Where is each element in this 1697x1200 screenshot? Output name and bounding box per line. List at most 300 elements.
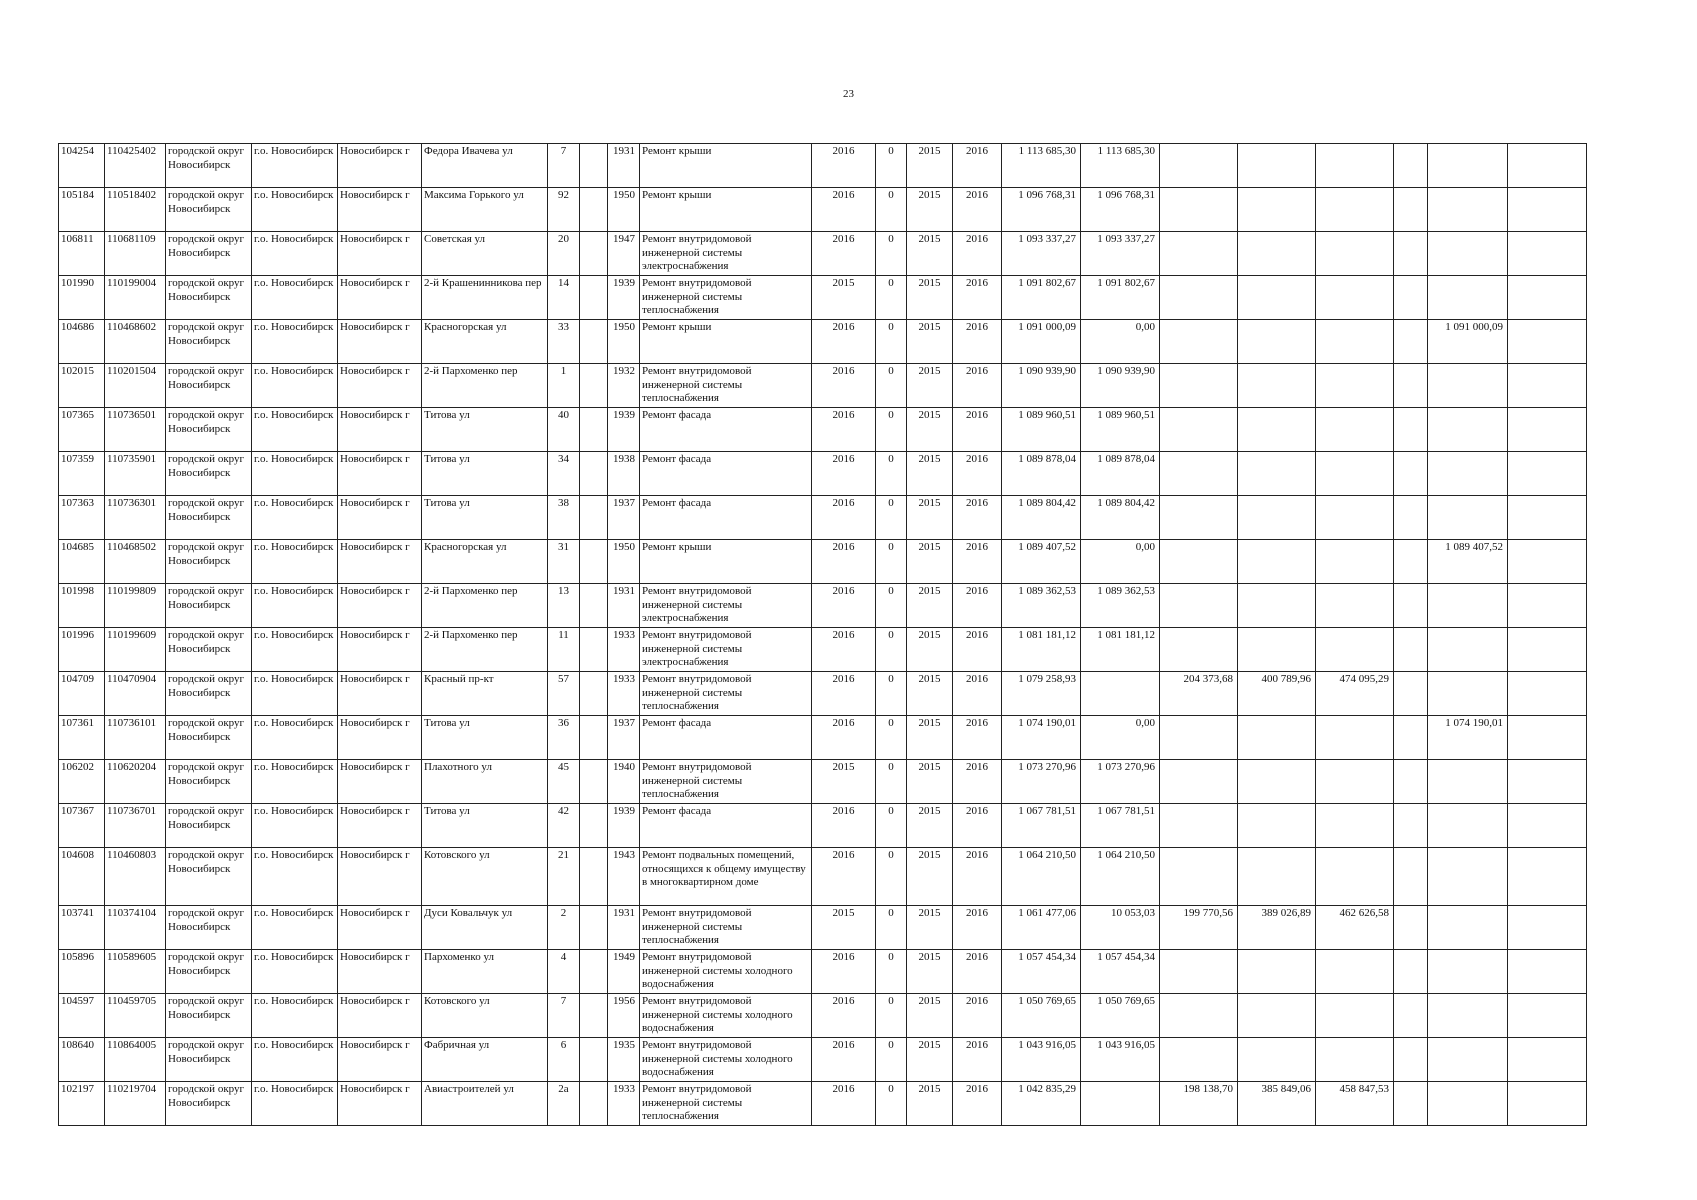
cell-house-number: 57 [548,672,580,716]
cell-year-built: 1939 [608,408,640,452]
cell-street: Красногорская ул [422,320,548,364]
cell-cost-owners [1428,144,1508,188]
cell-plan-year: 2016 [812,628,876,672]
cell-object-code: 110864005 [105,1038,166,1082]
cell-total-cost: 1 091 802,67 [1002,276,1081,320]
cell-house-number: 38 [548,496,580,540]
cell-street: Советская ул [422,232,548,276]
cell-extra [1394,320,1428,364]
cell-house-id: 101990 [59,276,105,320]
cell-extra [1394,1038,1428,1082]
cell-cost-federal [1160,188,1238,232]
cell-cost-local [1316,1038,1394,1082]
cell-cost-fund: 1 043 916,05 [1081,1038,1160,1082]
cell-cost-fund: 0,00 [1081,320,1160,364]
cell-cost-owners [1428,188,1508,232]
cell-year-built: 1933 [608,628,640,672]
cell-city: Новосибирск г [338,188,422,232]
cell-cost-fund: 1 057 454,34 [1081,950,1160,994]
cell-work-type: Ремонт внутридомовой инженерной системы холодного водоснабжения [640,994,812,1038]
cell-note [1508,1082,1587,1126]
cell-start-year: 2015 [907,320,953,364]
cell-cost-federal [1160,144,1238,188]
cell-start-year: 2015 [907,672,953,716]
cell-cost-fund: 1 050 769,65 [1081,994,1160,1038]
cell-cost-federal: 198 138,70 [1160,1082,1238,1126]
cell-cost-fund: 1 067 781,51 [1081,804,1160,848]
cell-total-cost: 1 074 190,01 [1002,716,1081,760]
cell-note [1508,950,1587,994]
cell-start-year: 2015 [907,496,953,540]
cell-year-built: 1931 [608,144,640,188]
cell-street: 2-й Пархоменко пер [422,584,548,628]
cell-cost-federal [1160,408,1238,452]
cell-object-code: 110736101 [105,716,166,760]
cell-cost-fund: 1 089 960,51 [1081,408,1160,452]
cell-municipality: городской округ Новосибирск [166,232,252,276]
cell-total-cost: 1 057 454,34 [1002,950,1081,994]
cell-building [580,144,608,188]
cell-settlement: г.о. Новосибирск [252,716,338,760]
cell-year-built: 1935 [608,1038,640,1082]
cell-flag: 0 [876,320,907,364]
cell-end-year: 2016 [953,320,1002,364]
cell-note [1508,408,1587,452]
table-row [59,276,1587,320]
table-row [59,760,1587,804]
cell-work-type: Ремонт внутридомовой инженерной системы электроснабжения [640,232,812,276]
cell-end-year: 2016 [953,584,1002,628]
cell-object-code: 110736501 [105,408,166,452]
cell-house-id: 105184 [59,188,105,232]
cell-object-code: 110589605 [105,950,166,994]
cell-extra [1394,188,1428,232]
cell-object-code: 110468502 [105,540,166,584]
cell-extra [1394,906,1428,950]
cell-cost-federal [1160,232,1238,276]
cell-plan-year: 2015 [812,760,876,804]
cell-cost-local [1316,320,1394,364]
cell-start-year: 2015 [907,584,953,628]
cell-building [580,950,608,994]
cell-cost-local [1316,804,1394,848]
cell-city: Новосибирск г [338,584,422,628]
cell-settlement: г.о. Новосибирск [252,906,338,950]
cell-year-built: 1947 [608,232,640,276]
cell-street: Пархоменко ул [422,950,548,994]
cell-end-year: 2016 [953,628,1002,672]
cell-cost-owners [1428,452,1508,496]
cell-plan-year: 2016 [812,496,876,540]
cell-street: Титова ул [422,716,548,760]
cell-total-cost: 1 093 337,27 [1002,232,1081,276]
cell-city: Новосибирск г [338,232,422,276]
cell-house-id: 104254 [59,144,105,188]
cell-end-year: 2016 [953,994,1002,1038]
cell-year-built: 1956 [608,994,640,1038]
cell-note [1508,232,1587,276]
cell-plan-year: 2015 [812,906,876,950]
cell-cost-fund: 0,00 [1081,716,1160,760]
cell-city: Новосибирск г [338,906,422,950]
cell-house-id: 102015 [59,364,105,408]
cell-house-number: 21 [548,848,580,906]
cell-total-cost: 1 050 769,65 [1002,994,1081,1038]
cell-plan-year: 2016 [812,994,876,1038]
cell-cost-regional [1238,144,1316,188]
cell-cost-federal [1160,540,1238,584]
cell-extra [1394,232,1428,276]
cell-flag: 0 [876,276,907,320]
cell-house-id: 107359 [59,452,105,496]
cell-total-cost: 1 090 939,90 [1002,364,1081,408]
cell-cost-fund [1081,672,1160,716]
cell-end-year: 2016 [953,452,1002,496]
cell-building [580,452,608,496]
cell-street: Титова ул [422,408,548,452]
table-row [59,364,1587,408]
table-row [59,1082,1587,1126]
cell-object-code: 110735901 [105,452,166,496]
cell-house-number: 31 [548,540,580,584]
table-row [59,672,1587,716]
cell-extra [1394,144,1428,188]
cell-flag: 0 [876,804,907,848]
cell-work-type: Ремонт внутридомовой инженерной системы электроснабжения [640,628,812,672]
cell-cost-federal [1160,950,1238,994]
cell-settlement: г.о. Новосибирск [252,188,338,232]
cell-note [1508,540,1587,584]
cell-extra [1394,760,1428,804]
cell-note [1508,760,1587,804]
cell-settlement: г.о. Новосибирск [252,320,338,364]
cell-object-code: 110199004 [105,276,166,320]
cell-year-built: 1939 [608,804,640,848]
cell-start-year: 2015 [907,804,953,848]
cell-street: Титова ул [422,496,548,540]
cell-end-year: 2016 [953,950,1002,994]
cell-settlement: г.о. Новосибирск [252,496,338,540]
cell-total-cost: 1 067 781,51 [1002,804,1081,848]
cell-municipality: городской округ Новосибирск [166,452,252,496]
cell-work-type: Ремонт внутридомовой инженерной системы электроснабжения [640,584,812,628]
cell-city: Новосибирск г [338,716,422,760]
cell-municipality: городской округ Новосибирск [166,144,252,188]
cell-work-type: Ремонт крыши [640,188,812,232]
cell-house-number: 34 [548,452,580,496]
cell-street: Максима Горького ул [422,188,548,232]
cell-start-year: 2015 [907,364,953,408]
cell-municipality: городской округ Новосибирск [166,994,252,1038]
cell-house-number: 20 [548,232,580,276]
cell-extra [1394,496,1428,540]
cell-cost-fund: 1 081 181,12 [1081,628,1160,672]
cell-cost-federal [1160,584,1238,628]
cell-plan-year: 2016 [812,188,876,232]
cell-cost-federal [1160,716,1238,760]
cell-street: Котовского ул [422,994,548,1038]
cell-house-id: 101996 [59,628,105,672]
cell-house-number: 1 [548,364,580,408]
cell-cost-regional [1238,848,1316,906]
cell-cost-local [1316,950,1394,994]
cell-cost-fund: 1 073 270,96 [1081,760,1160,804]
cell-start-year: 2015 [907,1082,953,1126]
cell-house-id: 107367 [59,804,105,848]
cell-cost-regional [1238,232,1316,276]
cell-work-type: Ремонт внутридомовой инженерной системы теплоснабжения [640,906,812,950]
cell-flag: 0 [876,540,907,584]
cell-work-type: Ремонт фасада [640,804,812,848]
cell-extra [1394,672,1428,716]
cell-end-year: 2016 [953,408,1002,452]
cell-flag: 0 [876,408,907,452]
cell-cost-fund: 1 089 362,53 [1081,584,1160,628]
cell-start-year: 2015 [907,848,953,906]
cell-cost-owners [1428,848,1508,906]
cell-cost-federal [1160,804,1238,848]
cell-house-id: 106202 [59,760,105,804]
cell-year-built: 1943 [608,848,640,906]
cell-cost-local [1316,452,1394,496]
cell-flag: 0 [876,672,907,716]
cell-total-cost: 1 042 835,29 [1002,1082,1081,1126]
cell-total-cost: 1 061 477,06 [1002,906,1081,950]
cell-cost-federal [1160,994,1238,1038]
cell-note [1508,716,1587,760]
cell-building [580,716,608,760]
cell-cost-local [1316,584,1394,628]
cell-house-id: 107363 [59,496,105,540]
cell-note [1508,452,1587,496]
cell-year-built: 1950 [608,540,640,584]
cell-plan-year: 2016 [812,408,876,452]
cell-house-number: 6 [548,1038,580,1082]
cell-year-built: 1931 [608,584,640,628]
cell-cost-fund: 10 053,03 [1081,906,1160,950]
cell-object-code: 110681109 [105,232,166,276]
cell-cost-regional: 385 849,06 [1238,1082,1316,1126]
cell-work-type: Ремонт внутридомовой инженерной системы теплоснабжения [640,1082,812,1126]
cell-cost-owners [1428,496,1508,540]
cell-house-number: 7 [548,144,580,188]
cell-cost-local [1316,994,1394,1038]
cell-settlement: г.о. Новосибирск [252,804,338,848]
cell-settlement: г.о. Новосибирск [252,452,338,496]
cell-work-type: Ремонт фасада [640,716,812,760]
cell-cost-fund: 0,00 [1081,540,1160,584]
cell-building [580,364,608,408]
cell-house-id: 105896 [59,950,105,994]
cell-building [580,320,608,364]
cell-start-year: 2015 [907,950,953,994]
cell-cost-owners: 1 091 000,09 [1428,320,1508,364]
cell-plan-year: 2016 [812,364,876,408]
cell-cost-regional [1238,320,1316,364]
cell-extra [1394,848,1428,906]
cell-work-type: Ремонт крыши [640,144,812,188]
cell-city: Новосибирск г [338,320,422,364]
cell-city: Новосибирск г [338,496,422,540]
cell-settlement: г.о. Новосибирск [252,628,338,672]
cell-house-number: 4 [548,950,580,994]
cell-city: Новосибирск г [338,144,422,188]
cell-cost-owners: 1 089 407,52 [1428,540,1508,584]
cell-work-type: Ремонт внутридомовой инженерной системы теплоснабжения [640,276,812,320]
cell-building [580,232,608,276]
cell-extra [1394,276,1428,320]
cell-cost-federal [1160,320,1238,364]
cell-total-cost: 1 096 768,31 [1002,188,1081,232]
cell-end-year: 2016 [953,496,1002,540]
cell-street: Авиастроителей ул [422,1082,548,1126]
cell-plan-year: 2016 [812,672,876,716]
cell-cost-federal [1160,452,1238,496]
cell-note [1508,628,1587,672]
cell-work-type: Ремонт внутридомовой инженерной системы теплоснабжения [640,760,812,804]
cell-flag: 0 [876,906,907,950]
cell-cost-federal: 199 770,56 [1160,906,1238,950]
cell-settlement: г.о. Новосибирск [252,540,338,584]
cell-house-number: 7 [548,994,580,1038]
cell-building [580,188,608,232]
cell-municipality: городской округ Новосибирск [166,760,252,804]
cell-house-id: 104686 [59,320,105,364]
cell-end-year: 2016 [953,144,1002,188]
cell-building [580,760,608,804]
cell-flag: 0 [876,188,907,232]
cell-cost-owners [1428,804,1508,848]
cell-building [580,906,608,950]
cell-cost-local: 462 626,58 [1316,906,1394,950]
cell-extra [1394,804,1428,848]
cell-plan-year: 2016 [812,950,876,994]
cell-cost-owners [1428,408,1508,452]
cell-flag: 0 [876,848,907,906]
cell-house-number: 13 [548,584,580,628]
cell-cost-local [1316,232,1394,276]
cell-settlement: г.о. Новосибирск [252,1038,338,1082]
cell-cost-owners [1428,994,1508,1038]
cell-start-year: 2015 [907,276,953,320]
cell-cost-fund: 1 093 337,27 [1081,232,1160,276]
cell-total-cost: 1 064 210,50 [1002,848,1081,906]
cell-cost-regional [1238,1038,1316,1082]
cell-object-code: 110736301 [105,496,166,540]
cell-municipality: городской округ Новосибирск [166,364,252,408]
cell-total-cost: 1 043 916,05 [1002,1038,1081,1082]
cell-cost-owners: 1 074 190,01 [1428,716,1508,760]
cell-year-built: 1949 [608,950,640,994]
cell-cost-federal [1160,1038,1238,1082]
cell-work-type: Ремонт внутридомовой инженерной системы холодного водоснабжения [640,950,812,994]
cell-note [1508,188,1587,232]
cell-house-id: 104685 [59,540,105,584]
cell-house-number: 92 [548,188,580,232]
cell-cost-regional [1238,188,1316,232]
cell-work-type: Ремонт внутридомовой инженерной системы холодного водоснабжения [640,1038,812,1082]
cell-start-year: 2015 [907,628,953,672]
cell-cost-local [1316,188,1394,232]
cell-extra [1394,994,1428,1038]
cell-cost-local [1316,144,1394,188]
cell-house-id: 107361 [59,716,105,760]
cell-end-year: 2016 [953,716,1002,760]
cell-settlement: г.о. Новосибирск [252,276,338,320]
registry-table [58,143,1587,1126]
cell-year-built: 1950 [608,188,640,232]
cell-street: 2-й Пархоменко пер [422,364,548,408]
cell-cost-owners [1428,584,1508,628]
cell-work-type: Ремонт крыши [640,540,812,584]
cell-city: Новосибирск г [338,1082,422,1126]
cell-total-cost: 1 089 878,04 [1002,452,1081,496]
cell-cost-federal [1160,364,1238,408]
cell-flag: 0 [876,364,907,408]
cell-note [1508,672,1587,716]
cell-object-code: 110736701 [105,804,166,848]
cell-start-year: 2015 [907,540,953,584]
cell-cost-owners [1428,672,1508,716]
table-row [59,188,1587,232]
cell-cost-local [1316,364,1394,408]
cell-settlement: г.о. Новосибирск [252,672,338,716]
cell-house-number: 2 [548,906,580,950]
cell-cost-regional [1238,760,1316,804]
cell-settlement: г.о. Новосибирск [252,144,338,188]
cell-cost-fund: 1 089 878,04 [1081,452,1160,496]
cell-work-type: Ремонт внутридомовой инженерной системы теплоснабжения [640,672,812,716]
cell-extra [1394,408,1428,452]
table-row [59,848,1587,906]
cell-municipality: городской округ Новосибирск [166,716,252,760]
cell-settlement: г.о. Новосибирск [252,232,338,276]
cell-cost-regional [1238,364,1316,408]
cell-cost-regional [1238,496,1316,540]
cell-total-cost: 1 089 407,52 [1002,540,1081,584]
cell-extra [1394,628,1428,672]
cell-house-id: 106811 [59,232,105,276]
cell-settlement: г.о. Новосибирск [252,848,338,906]
cell-municipality: городской округ Новосибирск [166,1038,252,1082]
cell-cost-regional [1238,276,1316,320]
cell-year-built: 1939 [608,276,640,320]
table-row [59,994,1587,1038]
cell-cost-regional [1238,716,1316,760]
cell-plan-year: 2016 [812,452,876,496]
cell-house-id: 103741 [59,906,105,950]
cell-municipality: городской округ Новосибирск [166,848,252,906]
cell-note [1508,804,1587,848]
cell-municipality: городской округ Новосибирск [166,672,252,716]
cell-object-code: 110201504 [105,364,166,408]
cell-municipality: городской округ Новосибирск [166,1082,252,1126]
cell-object-code: 110620204 [105,760,166,804]
cell-cost-owners [1428,950,1508,994]
cell-total-cost: 1 081 181,12 [1002,628,1081,672]
cell-cost-owners [1428,1038,1508,1082]
cell-building [580,628,608,672]
cell-total-cost: 1 089 362,53 [1002,584,1081,628]
cell-house-id: 102197 [59,1082,105,1126]
cell-object-code: 110518402 [105,188,166,232]
cell-object-code: 110219704 [105,1082,166,1126]
cell-cost-regional [1238,950,1316,994]
cell-end-year: 2016 [953,1038,1002,1082]
cell-cost-regional [1238,408,1316,452]
cell-note [1508,364,1587,408]
cell-cost-federal: 204 373,68 [1160,672,1238,716]
